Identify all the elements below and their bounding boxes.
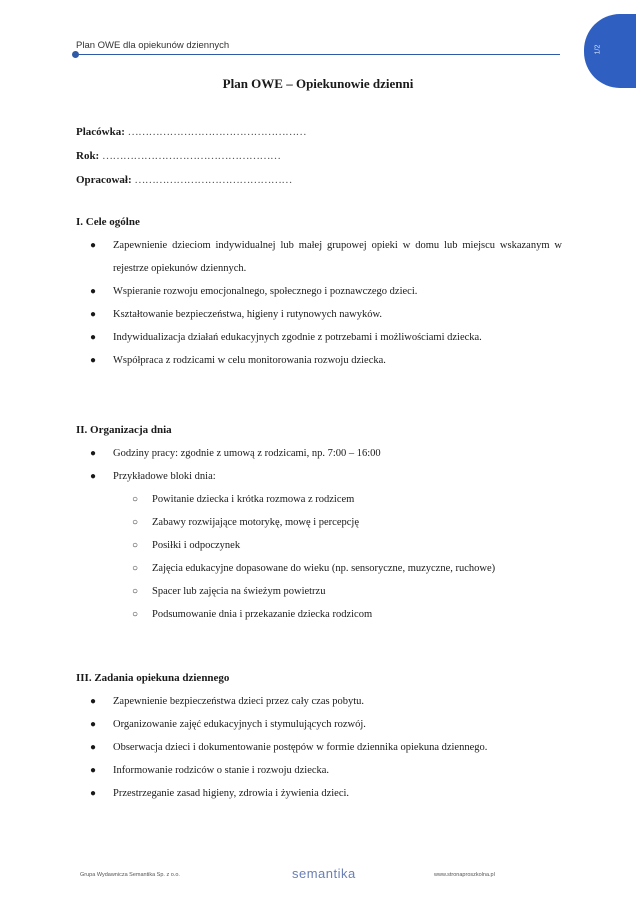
header-dot bbox=[72, 51, 79, 58]
bullet-icon: ● bbox=[90, 286, 97, 297]
document-title: Plan OWE – Opiekunowie dzienni bbox=[222, 76, 414, 91]
bullet-list bbox=[76, 442, 562, 626]
list-item bbox=[76, 736, 562, 759]
list-item-text: Przestrzeganie zasad higieny, zdrowia i żywienia dzieci. bbox=[113, 788, 350, 799]
meta-label: Placówka: bbox=[76, 126, 125, 138]
meta-label: Opracował: bbox=[76, 174, 132, 186]
list-item bbox=[76, 759, 562, 782]
bullet-icon: ● bbox=[90, 309, 97, 320]
meta-blank: …………………………………………… bbox=[101, 150, 281, 162]
list-item bbox=[76, 442, 562, 465]
list-item-text: Obserwacja dzieci i dokumentowanie postępów w formie dziennika opiekuna dziennego. bbox=[113, 742, 488, 753]
sub-item-text: Spacer lub zajęcia na świeżym powietrzu bbox=[152, 586, 326, 597]
list-item bbox=[76, 782, 562, 805]
list-item-text: Wspieranie rozwoju emocjonalnego, społecznego i poznawczego dzieci. bbox=[113, 286, 418, 297]
bullet-icon: ● bbox=[90, 765, 97, 776]
bullet-list bbox=[76, 234, 562, 372]
list-item-text: Przykładowe bloki dnia: bbox=[113, 471, 216, 482]
circle-bullet-icon: ○ bbox=[132, 540, 139, 551]
bullet-icon: ● bbox=[90, 240, 97, 251]
footer-website-link[interactable]: www.stronaproszkolna.pl bbox=[434, 872, 495, 878]
sub-item-text: Podsumowanie dnia i przekazanie dziecka rodzicom bbox=[152, 609, 373, 620]
list-item-text: Współpraca z rodzicami w celu monitorowania rozwoju dziecka. bbox=[113, 355, 386, 366]
sub-list-item bbox=[113, 511, 562, 534]
bullet-icon: ● bbox=[90, 719, 97, 730]
meta-row-opracowal bbox=[76, 172, 306, 196]
bullet-icon: ● bbox=[90, 788, 97, 799]
sub-item-text: Zabawy rozwijające motorykę, mowę i percepcję bbox=[152, 517, 359, 528]
list-item bbox=[76, 234, 562, 280]
meta-blank: …………………………………………… bbox=[127, 126, 307, 138]
list-item-text: Godziny pracy: zgodnie z umową z rodzicami, np. 7:00 – 16:00 bbox=[113, 448, 381, 459]
meta-row-placowka bbox=[76, 124, 306, 148]
list-item-text: Kształtowanie bezpieczeństwa, higieny i rutynowych nawyków. bbox=[113, 309, 383, 320]
circle-bullet-icon: ○ bbox=[132, 517, 139, 528]
section-caregiver-tasks bbox=[76, 670, 562, 805]
meta-blank: ……………………………………… bbox=[134, 174, 292, 186]
bullet-icon: ● bbox=[90, 742, 97, 753]
meta-label: Rok: bbox=[76, 150, 100, 162]
sub-list-item bbox=[113, 557, 562, 580]
list-item bbox=[76, 690, 562, 713]
sub-list bbox=[113, 488, 562, 626]
list-item-text: Indywidualizacja działań edukacyjnych zgodnie z potrzebami i możliwościami dziecka. bbox=[113, 332, 482, 343]
list-item bbox=[76, 713, 562, 736]
meta-row-rok bbox=[76, 148, 306, 172]
header-rule bbox=[76, 54, 560, 55]
sub-item-text: Posiłki i odpoczynek bbox=[152, 540, 241, 551]
list-item-text: Zapewnienie dzieciom indywidualnej lub małej grupowej opieki w domu lub miejscu wskazanym w rejestrze opiekunów dziennych. bbox=[113, 240, 562, 274]
sub-list-item bbox=[113, 488, 562, 511]
bullet-icon: ● bbox=[90, 448, 97, 459]
section-heading: III. Zadania opiekuna dziennego bbox=[76, 672, 230, 684]
list-item-text: Informowanie rodziców o stanie i rozwoju dziecka. bbox=[113, 765, 330, 776]
sub-list-item bbox=[113, 580, 562, 603]
meta-fields bbox=[76, 124, 306, 196]
sub-list-item bbox=[113, 534, 562, 557]
list-item bbox=[76, 280, 562, 303]
header-title: Plan OWE dla opiekunów dziennych bbox=[76, 40, 230, 51]
sub-list-item bbox=[113, 603, 562, 626]
list-item bbox=[76, 303, 562, 326]
sub-item-text: Powitanie dziecka i krótka rozmowa z rodzicem bbox=[152, 494, 355, 505]
footer-logo: semantika bbox=[292, 866, 356, 881]
list-item-text: Zapewnienie bezpieczeństwa dzieci przez cały czas pobytu. bbox=[113, 696, 364, 707]
section-goals bbox=[76, 214, 562, 372]
bullet-list bbox=[76, 690, 562, 805]
list-item bbox=[76, 465, 562, 626]
list-item bbox=[76, 326, 562, 349]
bullet-icon: ● bbox=[90, 355, 97, 366]
bullet-icon: ● bbox=[90, 471, 97, 482]
page-number: 1/2 bbox=[594, 44, 602, 55]
circle-bullet-icon: ○ bbox=[132, 494, 139, 505]
bullet-icon: ● bbox=[90, 332, 97, 343]
circle-bullet-icon: ○ bbox=[132, 609, 139, 620]
list-item-text: Organizowanie zajęć edukacyjnych i stymulujących rozwój. bbox=[113, 719, 366, 730]
section-day-organization bbox=[76, 422, 562, 626]
footer-publisher: Grupa Wydawnicza Semantika Sp. z o.o. bbox=[80, 872, 180, 878]
section-heading: II. Organizacja dnia bbox=[76, 424, 172, 436]
circle-bullet-icon: ○ bbox=[132, 563, 139, 574]
section-heading: I. Cele ogólne bbox=[76, 216, 140, 228]
list-item bbox=[76, 349, 562, 372]
circle-bullet-icon: ○ bbox=[132, 586, 139, 597]
bullet-icon: ● bbox=[90, 696, 97, 707]
sub-item-text: Zajęcia edukacyjne dopasowane do wieku (np. sensoryczne, muzyczne, ruchowe) bbox=[152, 563, 496, 574]
